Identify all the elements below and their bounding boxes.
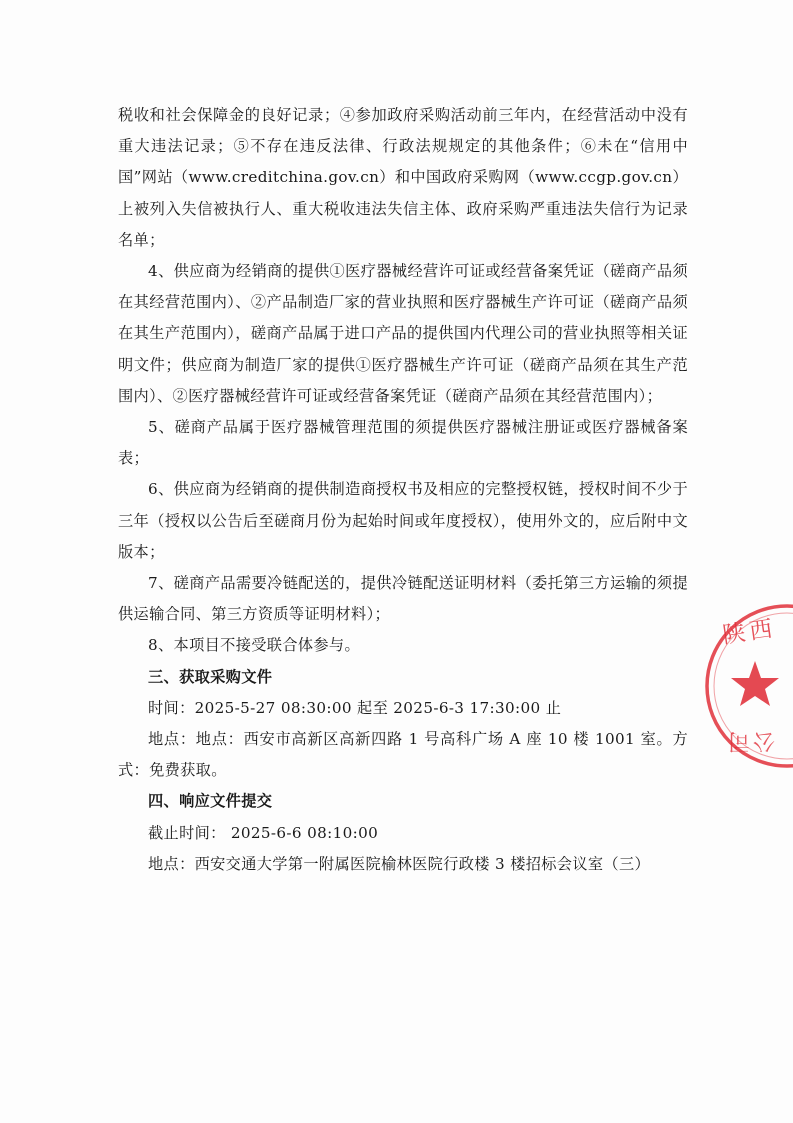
seal-star-icon bbox=[731, 661, 779, 706]
paragraph-item-5: 5、磋商产品属于医疗器械管理范围的须提供医疗器械注册证或医疗器械备案表； bbox=[118, 418, 688, 468]
paragraph-deadline: 截止时间： 2025-6-6 08:10:00 bbox=[148, 823, 379, 842]
paragraph-item-4: 4、供应商为经销商的提供①医疗器械经营许可证或经营备案凭证（磋商产品须在其经营范围内）、②产品制造厂家的营业执照和医疗器械生产许可证（磋商产品须在其生产范围内），磋商产品属于进口产品的提供国内代理公司的营业执照等相关证明文件；供应商为制造厂家的提供①医疗器械生产许可证（磋商产品须在其生产范围内）、②医疗器械经营许可证或经营备案凭证（磋商产品须在其经营范围内）； bbox=[118, 262, 688, 405]
paragraph-qualification-continued: 税收和社会保障金的良好记录；④参加政府采购活动前三年内，在经营活动中没有重大违法记录；⑤不存在违反法律、行政法规规定的其他条件；⑥未在“信用中国”网站（www.creditchina.gov.cn）和中国政府采购网（www.ccgp.gov.cn）上被列入失信被执行人、重大税收违法失信主体、政府采购严重违法失信行为记录名单； bbox=[118, 106, 688, 249]
section-heading-response-submission: 四、响应文件提交 bbox=[148, 792, 273, 811]
paragraph-item-8: 8、本项目不接受联合体参与。 bbox=[148, 636, 361, 655]
company-seal-stamp bbox=[705, 596, 793, 776]
paragraph-item-7: 7、磋商产品需要冷链配送的，提供冷链配送证明材料（委托第三方运输的须提供运输合同、第三方资质等证明材料）； bbox=[118, 574, 688, 624]
seal-text-bottom: 公司 bbox=[724, 728, 775, 753]
paragraph-item-6: 6、供应商为经销商的提供制造商授权书及相应的完整授权链，授权时间不少于三年（授权以公告后至磋商月份为起始时间或年度授权），使用外文的，应后附中文版本； bbox=[118, 480, 688, 561]
paragraph-submission-location: 地点：西安交通大学第一附属医院榆林医院行政楼 3 楼招标会议室（三） bbox=[148, 854, 651, 873]
seal-text-top: 陕西 bbox=[720, 615, 779, 649]
paragraph-obtain-time: 时间：2025-5-27 08:30:00 起至 2025-6-3 17:30:00 止 bbox=[148, 698, 562, 717]
document-body bbox=[118, 100, 688, 880]
section-heading-obtain-documents: 三、获取采购文件 bbox=[148, 667, 273, 686]
paragraph-obtain-location: 地点：地点：西安市高新区高新四路 1 号高科广场 A 座 10 楼 1001 室。方式：免费获取。 bbox=[118, 730, 688, 780]
